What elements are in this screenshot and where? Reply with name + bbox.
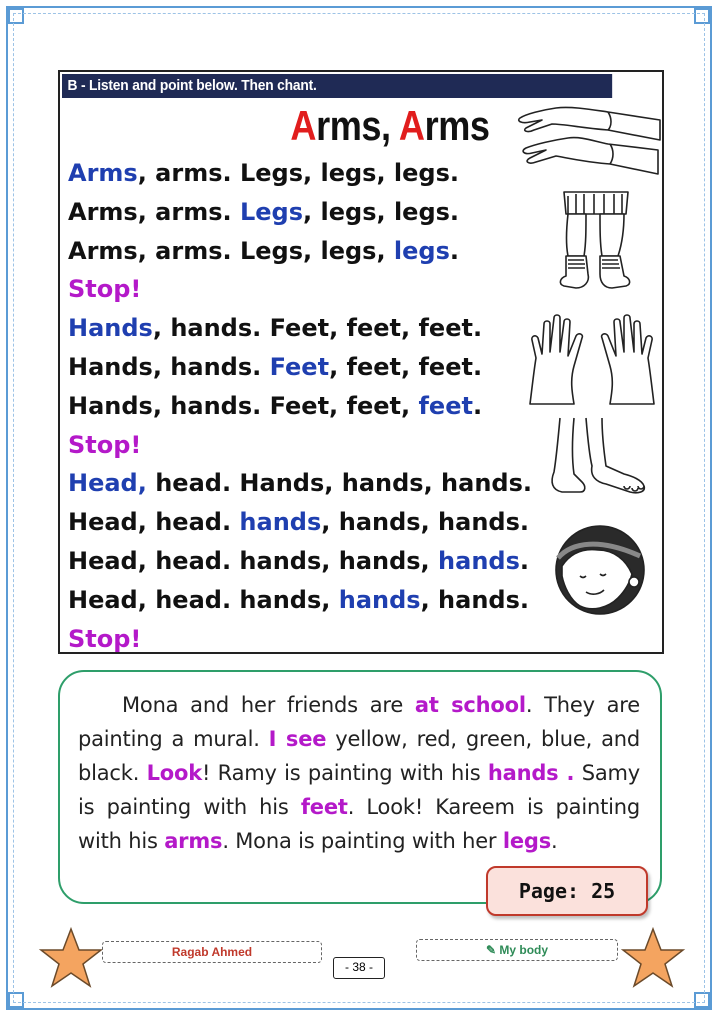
line-text: . — [472, 391, 483, 420]
keyword: legs — [502, 829, 552, 853]
line-text: Head, head. hands, hands, — [68, 546, 439, 575]
head-illustration — [552, 520, 650, 624]
highlighted-word: feet — [418, 391, 473, 420]
stop-line: Stop! — [68, 275, 142, 304]
highlighted-word: Legs — [239, 197, 304, 226]
stop-line: Stop! — [68, 624, 142, 653]
story-paragraph — [78, 688, 640, 858]
story-text: . — [551, 829, 558, 853]
footer-unit — [416, 939, 618, 961]
star-icon — [38, 926, 104, 990]
chant-lines — [68, 154, 532, 658]
line-text: Head, head. — [68, 508, 240, 537]
page-number: - 38 - — [333, 957, 385, 979]
story-text: . Look! Kareem is painting with his — [78, 795, 640, 853]
line-text: Head, head. hands, — [68, 585, 339, 614]
line-text: . — [449, 236, 460, 265]
story-text: Samy is painting with his — [78, 761, 640, 819]
highlighted-word: Head, — [68, 469, 147, 498]
line-text: . — [519, 546, 529, 575]
chant-line — [68, 154, 532, 193]
highlighted-word: Hands — [68, 314, 153, 343]
footer-author: Ragab Ahmed — [102, 941, 322, 963]
chant-line — [68, 464, 532, 503]
section-instruction: B - Listen and point below. Then chant. — [62, 74, 612, 98]
story-text: Mona and her friends are — [122, 693, 415, 717]
feet-illustration — [546, 416, 650, 500]
chant-line — [68, 348, 532, 387]
chant-line — [68, 542, 532, 581]
chant-line — [68, 193, 532, 232]
stop-line: Stop! — [68, 430, 142, 459]
star-icon — [620, 926, 686, 990]
line-text: , arms. Legs, legs, legs. — [137, 159, 460, 187]
line-text: , legs, legs. — [303, 197, 460, 226]
chant-line — [68, 387, 532, 426]
line-text: Hands, hands. Feet, feet, — [68, 391, 419, 420]
keyword: arms — [164, 829, 223, 853]
keyword: feet — [300, 795, 348, 819]
line-text: Arms, arms. Legs, legs, — [68, 236, 394, 265]
title-capital: A — [398, 102, 425, 149]
story-text: . They are painting a mural. — [78, 693, 640, 751]
unit-title: My body — [499, 943, 549, 957]
line-text: Hands, hands. — [68, 352, 270, 381]
title-text: rms — [424, 102, 490, 149]
title-text: rms, — [316, 102, 399, 149]
keyword: Look — [146, 761, 203, 785]
page-reference-badge: Page: 25 — [486, 866, 648, 916]
title-capital: A — [290, 102, 317, 149]
keyword: hands . — [487, 761, 575, 785]
highlighted-word: hands — [239, 508, 322, 537]
chant-title — [270, 102, 511, 150]
story-text: yellow, red, green, blue, and black. — [78, 727, 640, 785]
line-text: , feet, feet. — [329, 352, 483, 381]
line-text: , hands, hands. — [321, 508, 529, 537]
chant-line — [68, 232, 532, 271]
legs-illustration — [554, 188, 636, 300]
highlighted-word: Feet — [269, 352, 330, 381]
line-text: , hands. Feet, feet, feet. — [152, 314, 483, 343]
highlighted-word: legs — [393, 236, 450, 265]
hands-illustration — [524, 308, 660, 408]
highlighted-word: Arms — [68, 159, 138, 187]
line-text: head. Hands, hands, hands. — [146, 469, 532, 498]
pencil-icon: ✎ — [485, 943, 497, 957]
line-text: , hands. — [420, 585, 529, 614]
highlighted-word: hands — [338, 585, 421, 614]
keyword: at school — [414, 693, 526, 717]
highlighted-word: hands — [438, 546, 520, 575]
line-text: Arms, arms. — [68, 197, 240, 226]
chant-line — [68, 581, 532, 620]
chant-line — [68, 309, 532, 348]
chant-line — [68, 503, 532, 542]
story-text: . Mona is painting with her — [222, 829, 503, 853]
chant-box — [58, 70, 664, 654]
keyword: I see — [268, 727, 327, 751]
arms-illustration — [512, 100, 662, 178]
story-text: ! Ramy is painting with his — [202, 761, 488, 785]
